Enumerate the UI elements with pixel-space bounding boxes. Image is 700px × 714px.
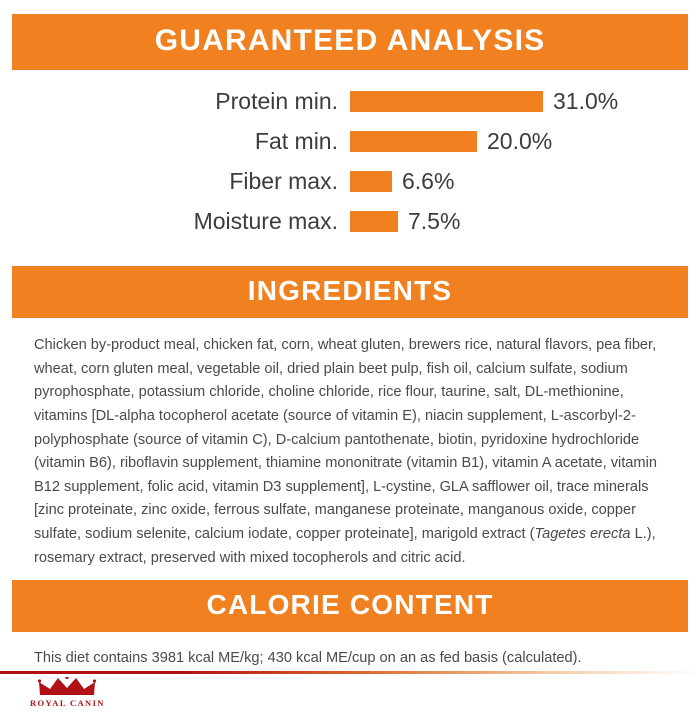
chart-row-bar-wrap [350, 168, 700, 195]
crown-icon [38, 677, 96, 697]
footer [0, 656, 700, 714]
chart-row [0, 84, 700, 118]
chart-row-bar [350, 171, 392, 192]
ingredients-title: INGREDIENTS [247, 275, 453, 306]
chart-row [0, 124, 700, 158]
ingredients-text [0, 318, 700, 570]
chart-row-label: Fiber max. [229, 167, 338, 194]
chart-row-bar-wrap [350, 128, 700, 155]
calorie-content-title: CALORIE CONTENT [206, 589, 494, 621]
chart-row-value: 20.0% [487, 127, 553, 154]
chart-row [0, 204, 700, 238]
chart-row-label: Protein min. [215, 87, 338, 114]
ingredients-text-part2: L.), rosemary extract, preserved with mixed tocopherols and citric acid. [34, 526, 656, 566]
ingredients-header [12, 266, 688, 318]
chart-row [0, 164, 700, 198]
footer-gradient-rule [0, 671, 700, 674]
chart-row-bar-wrap [350, 88, 700, 115]
chart-row-label: Moisture max. [193, 207, 338, 234]
chart-row-label: Fat min. [254, 127, 338, 154]
calorie-content-header [12, 580, 688, 632]
chart-row-bar-wrap [350, 208, 700, 235]
chart-row-bar [350, 211, 398, 232]
chart-row-bar [350, 131, 477, 152]
calorie-content-text: This diet contains 3981 kcal ME/kg; 430 kcal ME/cup on an as fed basis (calculated). [34, 650, 582, 667]
brand-logo [30, 677, 105, 708]
brand-logo-text: ROYAL CANIN [30, 698, 105, 708]
guaranteed-analysis-title: GUARANTEED ANALYSIS [154, 24, 546, 57]
guaranteed-analysis-chart [0, 70, 700, 250]
ingredients-text-part1: Chicken by-product meal, chicken fat, corn, wheat gluten, brewers rice, natural flavors, pea fiber, wheat, corn gluten meal, vegetable oil, dried plain beet pulp, fish oil, calcium sulfate, sodium pyrophosphate, potassium chloride, choline chloride, rice flour, taurine, salt, DL-methionine, vitamins [DL-alpha tocopherol acetate (source of vitamin E), niacin supplement, L-ascorbyl-2-polyphosphate (source of vitamin C), D-calcium pantothenate, biotin, pyridoxine hydrochloride (vitamin B6), riboflavin supplement, thiamine mononitrate (vitamin B1), vitamin A acetate, vitamin B12 supplement, folic acid, vitamin D3 supplement], L-cystine, GLA safflower oil, trace minerals [zinc proteinate, zinc oxide, ferrous sulfate, manganese proteinate, manganous oxide, copper sulfate, sodium selenite, calcium iodate, copper proteinate], marigold extract ( [34, 337, 657, 543]
product-info-panel [0, 14, 700, 714]
chart-row-value: 31.0% [553, 87, 619, 114]
ingredients-text-italic: Tagetes erecta [534, 526, 631, 543]
chart-row-value: 6.6% [402, 167, 455, 194]
guaranteed-analysis-header [12, 14, 688, 70]
chart-row-bar [350, 91, 543, 112]
chart-row-value: 7.5% [408, 207, 461, 234]
